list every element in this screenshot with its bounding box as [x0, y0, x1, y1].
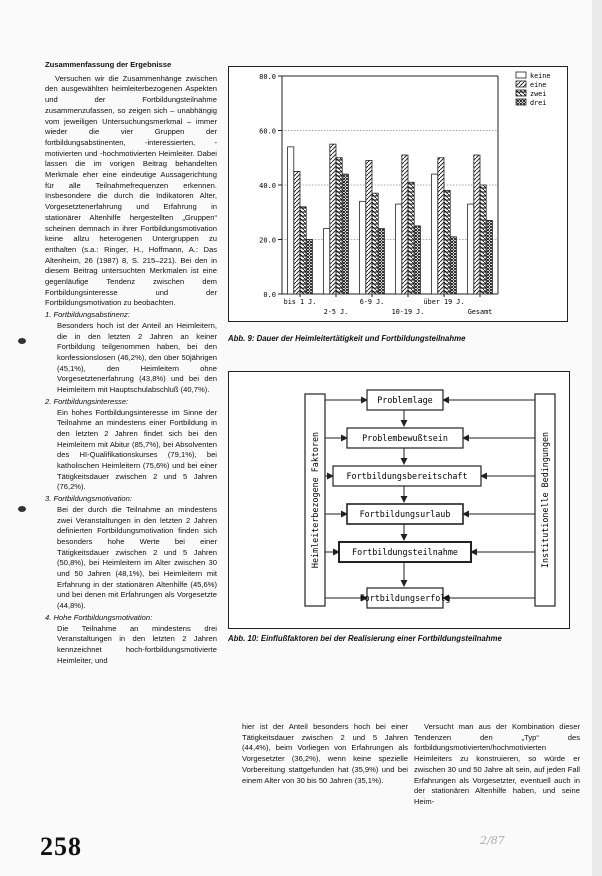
x-tick-label: über 19 J.: [423, 298, 465, 306]
punch-hole: [18, 506, 26, 512]
list-item-heading: 2. Fortbildungsinteresse:: [45, 396, 129, 406]
bar: [450, 237, 456, 294]
x-tick-label: 2-5 J.: [323, 308, 349, 316]
right-column: [414, 722, 580, 808]
bar: [342, 174, 348, 294]
intro-paragraph: Versuchen wir die Zusammenhänge zwischen den ausgewählten heimleiterbezogenen Aspekten und der Fortbildungsteilnahme zusammenzufassen, so zeigen sich – unabhängig vom jeweiligen Untersuchungsmerkmal – immer wieder die vier Gruppen der fortbildungsabstinenten, -interessierten, -motivierten und -hochmotivierten Heimleiter. Dabei lassen die im vorigen Beitrag behandelten Merkmale eher eine eindeutige Aussagerichtung für alle Teilnahmefrequenzen erkennen. Insbesondere die durch die Indikatoren Alter, Vorgesetztenerfahrung und Erfahrung in stationärer Altenhilfe hergestellten „Gruppen“ scheinen demnach in ihrer Fortbildungsmotivation keine allzu heterogenen Untergruppen zu enthalten (s.a.: Ringer, H., Hoffmann, A.: Das Altenheim, 26 (1987) 8, S. 215–221). Bei den in diesem Beitrag untersuchten Merkmalen ist eine gegenläufige Tendenz zwischen dem Fortbildungsinteresse und der Fortbildungsmotivation zu beobachten.: [45, 73, 217, 308]
bar: [432, 174, 438, 294]
handwritten-note: 2/87: [480, 834, 505, 847]
punch-hole: [18, 338, 26, 344]
list-item: [45, 310, 217, 396]
list-item-text: Die Teilnahme an mindestens drei Veranstaltungen in den letzten 2 Jahren kennzeichnet hoch-fortbildungsmotivierte Heimleiter, und: [57, 623, 217, 665]
list-item: [45, 613, 217, 667]
box-label: Fortbildungsbereitschaft: [346, 471, 468, 481]
y-tick-label: 0.0: [263, 291, 276, 299]
bar: [396, 204, 402, 294]
bar: [408, 182, 414, 294]
list-item-text: Besonders hoch ist der Anteil an Heimleitern, die in den letzten 2 Jahren an keiner Fortbildung teilgenommen haben, bei den konfessionslosen (46,2%), den über 50jährigen (45,1%), den Heimleitern ohne Vorgesetztenerfahrung (43,8%) und bei den Heimleitern mit Hauptschulabschluß (40,7%).: [57, 320, 217, 395]
x-tick-label: 6-9 J.: [359, 298, 385, 306]
box-label: Fortbildungsteilnahme: [352, 547, 458, 557]
left-column: [45, 60, 217, 666]
bar: [324, 229, 330, 294]
legend-swatch: [516, 81, 526, 87]
box-label: Fortbildungsurlaub: [359, 509, 451, 519]
middle-column: [242, 722, 408, 786]
bar: [378, 229, 384, 294]
bar: [468, 204, 474, 294]
list-item: [45, 494, 217, 612]
legend-swatch: [516, 72, 526, 78]
legend-label: drei: [530, 99, 547, 107]
bar: [414, 226, 420, 294]
legend-label: zwei: [530, 90, 547, 98]
section-heading: Zusammenfassung der Ergebnisse: [45, 60, 172, 69]
figure-caption: Abb. 10: Einflußfaktoren bei der Realisierung einer Fortbildungsteilnahme: [228, 634, 502, 643]
list-item-heading: 3. Fortbildungsmotivation:: [45, 494, 132, 504]
legend-swatch: [516, 90, 526, 96]
bar: [360, 201, 366, 294]
legend-label: keine: [530, 72, 551, 80]
side-label-right: Institutionelle Bedingungen: [540, 431, 550, 569]
list-item: [45, 397, 217, 493]
y-tick-label: 80.0: [259, 73, 276, 81]
box-label: Problembewußtsein: [362, 433, 448, 443]
bar: [300, 207, 306, 294]
list-item-text: Ein hohes Fortbildungsinteresse im Sinne der Teilnahme an mindestens einer Fortbildung in den letzten 2 Jahren findet sich bei den Heimleitern mit Abitur (85,7%), bei Absolventen des HI-Qualifikationskurses (79,1%), bei katholischen Heimleitern (75,6%) und bei einer Tätigkeitsdauer zwischen 2 und 5 Jahren (76,2%).: [57, 407, 217, 492]
influence-diagram: [228, 371, 570, 629]
bar: [480, 185, 486, 294]
list-item-heading: 1. Fortbildungsabstinenz:: [45, 310, 130, 320]
side-label-left: Heimleiterbezogene Faktoren: [310, 431, 320, 569]
bar: [372, 193, 378, 294]
y-tick-label: 20.0: [259, 236, 276, 245]
bar: [486, 220, 492, 294]
y-tick-label: 60.0: [259, 127, 276, 136]
legend-label: eine: [530, 81, 547, 89]
bar: [306, 240, 312, 295]
x-tick-label: bis 1 J.: [283, 298, 317, 306]
x-tick-label: Gesamt: [467, 308, 493, 316]
bar: [330, 144, 336, 294]
bar: [336, 158, 342, 294]
bar: [294, 171, 300, 294]
y-tick-label: 40.0: [259, 182, 276, 190]
x-tick-label: 10-19 J.: [391, 308, 425, 316]
scan-edge: [592, 0, 602, 876]
box-label: Problemlage: [377, 395, 433, 405]
box-label: Fortbildungserfolg: [359, 593, 451, 603]
figure-caption: Abb. 9: Dauer der Heimleitertätigkeit und Fortbildungsteilnahme: [228, 334, 466, 343]
paragraph: Versucht man aus der Kombination dieser Tendenzen den „Typ“ des fortbildungsmotivierten/hochmotivierten Heimleiters zu konstruieren, so würde er zwischen 30 und 50 Jahre alt sein, auf jeden Fall Erfahrungen als Vorgesetzter, eventuell auch in der stationären Altenhilfe haben, und seine Heim-: [414, 722, 580, 806]
page-number: 258: [40, 832, 82, 861]
list-item-heading: 4. Hohe Fortbildungsmotivation:: [45, 612, 153, 622]
bar: [288, 147, 294, 294]
list-item-text: Bei der durch die Teilnahme an mindestens zwei Veranstaltungen in den letzten 2 Jahren definierten Fortbildungsmotivation finden sich besonders hohe Werte bei einer Tätigkeitsdauer zwischen 2 und 5 Jahren (50,8%), bei Heimleitern im Alter zwischen 30 und 50 Jahren (48,1%), bei Heimleitern mit Erfahrung in der stationären Altenhilfe (45,6%) und bei denen mit Erfahrungen als Vorgesetzte (44,8%).: [57, 504, 217, 611]
bar: [402, 155, 408, 294]
bar: [438, 158, 444, 294]
bar: [444, 190, 450, 294]
bar: [366, 160, 372, 294]
legend-swatch: [516, 99, 526, 105]
bar-chart: [228, 66, 568, 322]
bar: [474, 155, 480, 294]
paragraph: hier ist der Anteil besonders hoch bei einer Tätigkeitsdauer zwischen 2 und 5 Jahren (44,4%), beim Vorliegen von Erfahrungen als Vorgesetzter (36,2%), wenn keine spezielle Vorbereitung stattgefunden hat (35,9%) und bei einem Alter von 30 bis 50 Jahren (35,1%).: [242, 722, 408, 785]
